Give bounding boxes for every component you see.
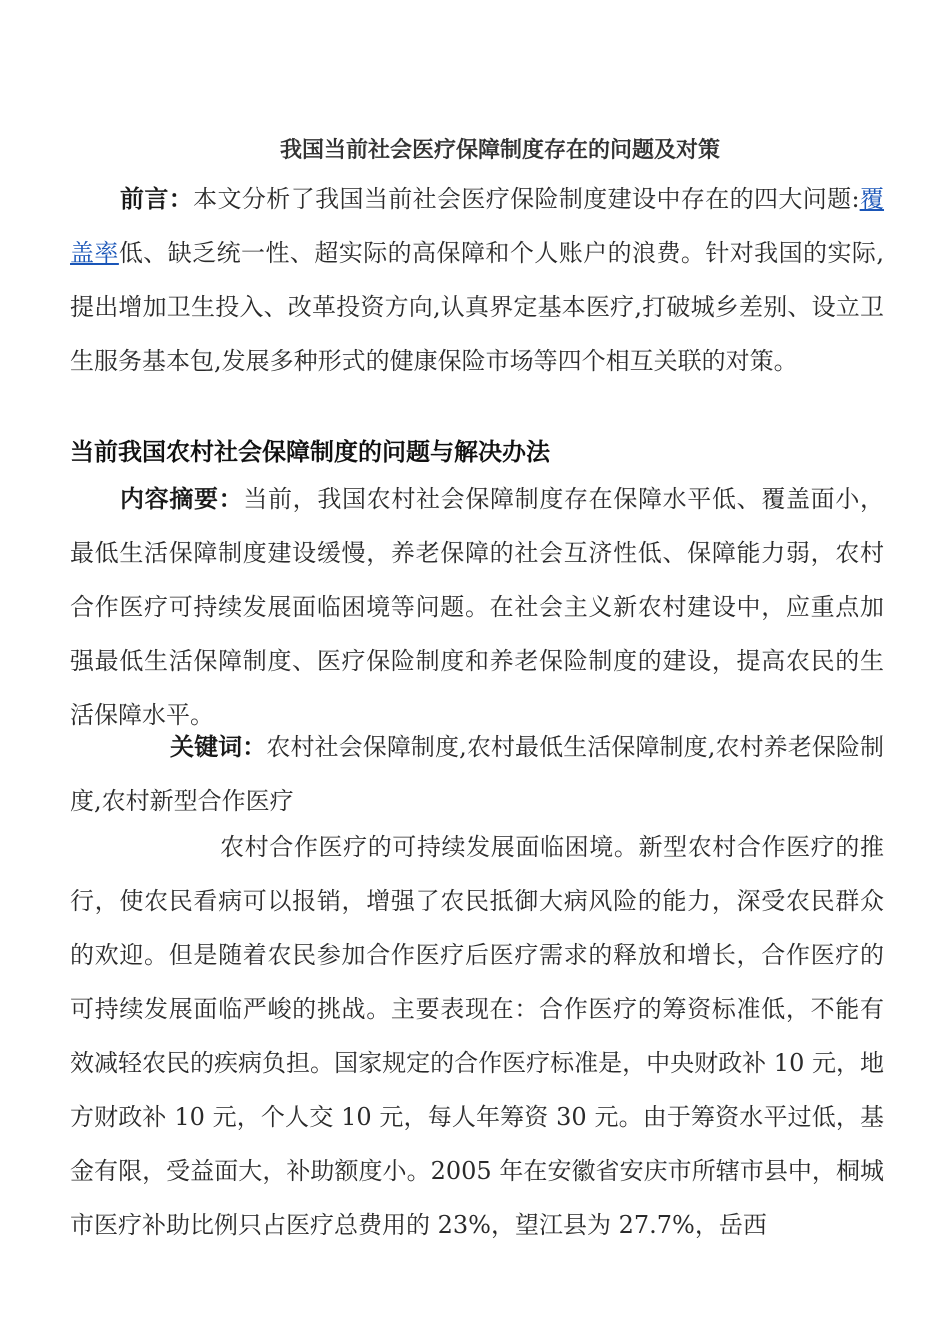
foreword-paragraph xyxy=(70,172,884,388)
keywords-text: 农村社会保障制度,农村最低生活保障制度,农村养老保险制度,农村新型合作医疗 xyxy=(70,733,885,815)
coverage-rate-link[interactable]: 覆盖率 xyxy=(70,185,885,267)
keywords-paragraph xyxy=(70,720,884,828)
keywords-label: 关键词： xyxy=(170,732,267,761)
abstract-label: 内容摘要： xyxy=(120,484,244,513)
foreword-text-before-link: 本文分析了我国当前社会医疗保险制度建设中存在的四大问题: xyxy=(193,185,860,213)
abstract-paragraph xyxy=(70,472,884,742)
foreword-label: 前言： xyxy=(120,184,194,213)
abstract-text: 当前，我国农村社会保障制度存在保障水平低、覆盖面小，最低生活保障制度建设缓慢，养老保障的社会互济性低、保障能力弱，农村合作医疗可持续发展面临困境等问题。在社会主义新农村建设中，应重点加强最低生活保障制度、医疗保险制度和养老保险制度的建设，提高农民的生活保障水平。 xyxy=(70,485,885,729)
section-heading: 当前我国农村社会保障制度的问题与解决办法 xyxy=(70,437,550,466)
foreword-text-after-link: 低、缺乏统一性、超实际的高保障和个人账户的浪费。针对我国的实际,提出增加卫生投入、改革投资方向,认真界定基本医疗,打破城乡差别、设立卫生服务基本包,发展多种形式的健康保险市场等四个相互关联的对策。 xyxy=(70,239,884,375)
body-paragraph: 农村合作医疗的可持续发展面临困境。新型农村合作医疗的推行，使农民看病可以报销，增强了农民抵御大病风险的能力，深受农民群众的欢迎。但是随着农民参加合作医疗后医疗需求的释放和增长，合作医疗的可持续发展面临严峻的挑战。主要表现在：合作医疗的筹资标准低，不能有效减轻农民的疾病负担。国家规定的合作医疗标准是，中央财政补 10 元，地方财政补 10 元，个人交 10 元，每人年筹资 30 元。由于筹资水平过低，基金有限，受益面大，补助额度小。2005 年在安徽省安庆市所辖市县中，桐城市医疗补助比例只占医疗总费用的 23%，望江县为 27.7%，岳西 xyxy=(70,833,884,1239)
document-title: 我国当前社会医疗保障制度存在的问题及对策 xyxy=(279,137,720,163)
